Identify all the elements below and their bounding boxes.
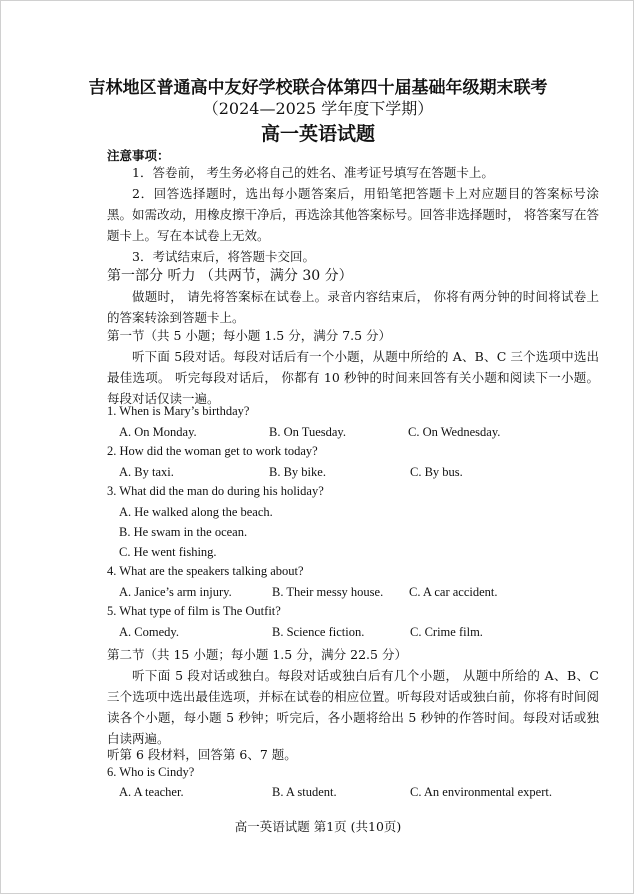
part1-heading: 第一部分 听力 （共两节，满分 30 分） <box>107 268 353 284</box>
notes-item-3: 3．考试结束后，将答题卡交回。 <box>132 249 315 264</box>
exam-title-line2: （2024—2025 学年度下学期） <box>202 99 434 118</box>
question-3-option-a: A. He walked along the beach. <box>119 505 273 519</box>
question-6-stem: 6. Who is Cindy? <box>107 765 195 779</box>
section2-instructions: 听下面 5 段对话或独白。每段对话或独白后有几个小题， 从题中所给的 A、B、C 三个选项中选出最佳选项，并标在试卷的相应位置。听每段对话或独白前，你将有时间阅读各个小题，每小题 5 秒钟；听完后，各小题将给出 5 秒钟的作答时间。每段对话或独白读两遍。 <box>107 668 599 746</box>
part1-intro: 做题时， 请先将答案标在试卷上。录音内容结束后， 你将有两分钟的时间将试卷上的答案转涂到答题卡上。 <box>107 289 599 325</box>
question-5-option-b: B. Science fiction. <box>272 625 365 639</box>
question-1-option-c: C. On Wednesday. <box>408 425 501 439</box>
question-4-option-c: C. A car accident. <box>409 585 498 599</box>
page-footer: 高一英语试题 第1页 (共10页) <box>234 819 402 834</box>
question-5-stem: 5. What type of film is The Outfit? <box>107 604 281 618</box>
question-2-option-c: C. By bus. <box>410 465 463 479</box>
question-6-option-b: B. A student. <box>272 785 337 799</box>
notes-item-1: 1．答卷前， 考生务必将自己的姓名、准考证号填写在答题卡上。 <box>132 165 494 180</box>
question-5-option-c: C. Crime film. <box>410 625 483 639</box>
question-3-option-b: B. He swam in the ocean. <box>119 525 248 539</box>
section1-instructions: 听下面 5段对话。每段对话后有一个小题，从题中所给的 A、B、C 三个选项中选出最佳选项。 听完每段对话后， 你都有 10 秒钟的时间来回答有关小题和阅读下一小题。每段对话仅读一遍。 <box>107 349 599 406</box>
question-4-stem: 4. What are the speakers talking about? <box>107 564 304 578</box>
question-4-option-b: B. Their messy house. <box>272 585 384 599</box>
question-3-stem: 3. What did the man do during his holiday? <box>107 484 324 498</box>
question-4-option-a: A. Janice’s arm injury. <box>119 585 232 599</box>
question-3-option-c: C. He went fishing. <box>119 545 217 559</box>
section1-heading: 第一节（共 5 小题；每小题 1.5 分，满分 7.5 分） <box>107 328 392 343</box>
question-2-option-b: B. By bike. <box>269 465 326 479</box>
exam-subject-title: 高一英语试题 <box>260 123 375 145</box>
question-2-stem: 2. How did the woman get to work today? <box>107 444 318 458</box>
question-1-stem: 1. When is Mary’s birthday? <box>107 404 250 418</box>
section2-material-note: 听第 6 段材料，回答第 6、7 题。 <box>107 747 297 762</box>
question-5-option-a: A. Comedy. <box>119 625 179 639</box>
question-1-option-a: A. On Monday. <box>119 425 197 439</box>
exam-title-line1: 吉林地区普通高中友好学校联合体第四十届基础年级期末联考 <box>88 78 548 98</box>
question-6-option-c: C. An environmental expert. <box>410 785 552 799</box>
section2-heading: 第二节（共 15 小题；每小题 1.5 分，满分 22.5 分） <box>107 647 407 662</box>
question-1-option-b: B. On Tuesday. <box>269 425 346 439</box>
question-6-option-a: A. A teacher. <box>119 785 184 799</box>
notes-heading: 注意事项： <box>107 148 170 163</box>
question-2-option-a: A. By taxi. <box>119 465 174 479</box>
notes-item-2: 2．回答选择题时，选出每小题答案后，用铅笔把答题卡上对应题目的答案标号涂黑。如需改动，用橡皮擦干净后，再选涂其他答案标号。回答非选择题时， 将答案写在答题卡上。写在本试卷上无效。 <box>107 186 599 243</box>
